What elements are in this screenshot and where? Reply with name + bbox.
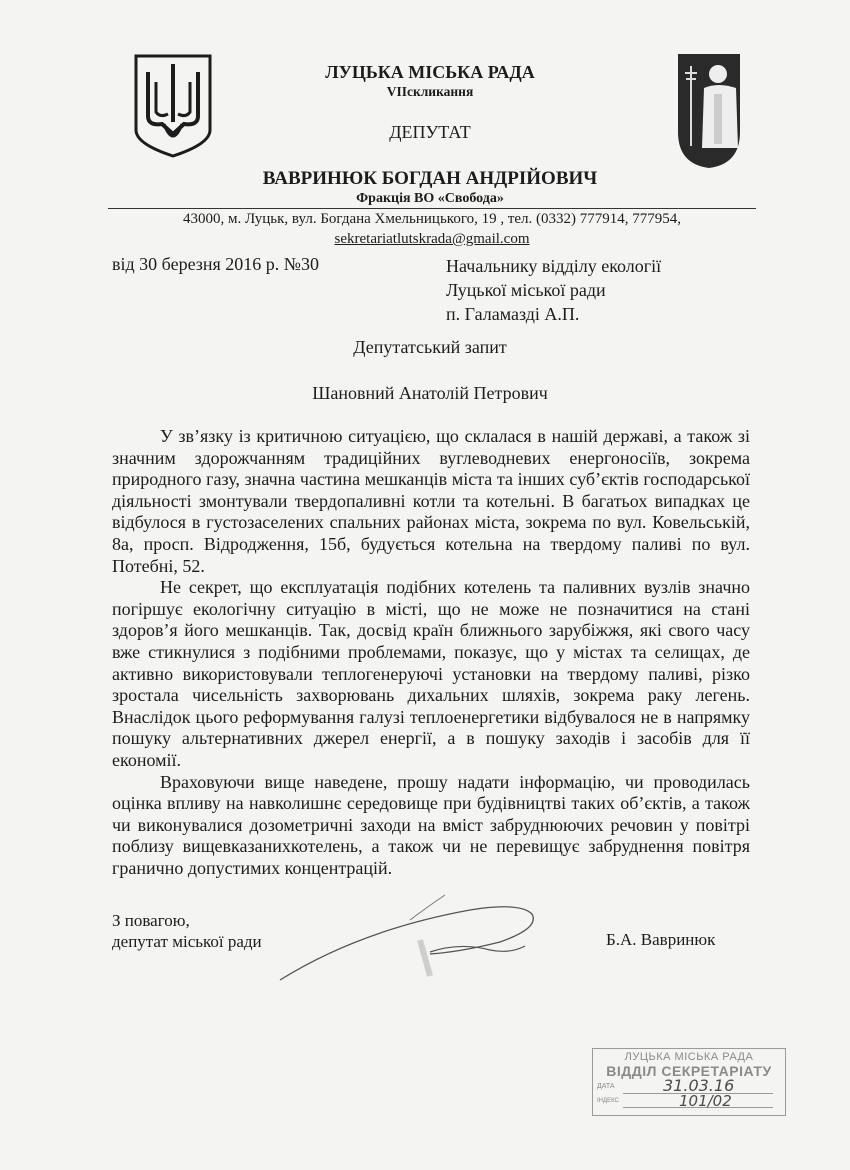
faction: Фракція ВО «Свобода» (356, 191, 504, 206)
email-line (108, 231, 756, 248)
trident-emblem-icon (132, 52, 214, 160)
role-title: ДЕПУТАТ (389, 122, 471, 142)
salutation: Шановний Анатолій Петрович (312, 383, 548, 403)
signature-mark (270, 880, 600, 990)
body-paragraph: У зв’язку із критичною ситуацією, що склалася в нашій державі, а також зі значним здорожчанням традиційних вуглеводневих енергоносіїв, зокрема природного газу, значна частина мешканців міста та інших суб’єктів господарської діяльності змонтували твердопаливні котли та котельні. В багатьох випадках це відбулося в густозаселених спальних районах міста, зокрема по вул. Ковельській, 8а, просп. Відродження, 15б, будується котельна на твердому паливі по вул. Потебні, 52. (112, 426, 750, 576)
stamp-department: ВІДДІЛ СЕКРЕТАРІАТУ (606, 1063, 772, 1079)
stamp-date-value: 31.03.16 (663, 1076, 735, 1095)
closing (112, 910, 262, 952)
lutsk-coat-of-arms-icon (676, 52, 742, 170)
body-paragraph: Не секрет, що експлуатація подібних котелень та паливних вузлів значно погіршує екологічну ситуацію в місті, що не може не позначитися на стані здоров’я його мешканців. Так, досвід країн ближнього зарубіжжя, які свого часу вже стикнулися з подібними проблемами, показує, що у містах та селищах, де активно використовували теплогенеруючі установки на твердому паливі, різко зростала чисельність захворювань дихальних шляхів, зокрема раку легень. Внаслідок цього реформування галузі теплоенергетики відбувалося не в напрямку пошуку альтернативних джерел енергії, а в пошуку заходів і засобів для її економії. (112, 577, 750, 770)
email-link[interactable]: sekretariatlutskrada@gmail.com (334, 231, 530, 247)
address: 43000, м. Луцьк, вул. Богдана Хмельницького, 19 , тел. (0332) 777914, 777954, (182, 211, 682, 227)
date-number: від 30 березня 2016 р. №30 (112, 254, 319, 274)
convocation: VIIскликання (386, 84, 474, 99)
addressee-line: Начальнику відділу екології (446, 256, 662, 276)
stamp-number-value: 101/02 (679, 1092, 732, 1110)
deputy-name: ВАВРИНЮК БОГДАН АНДРІЙОВИЧ (262, 168, 598, 189)
body-paragraph: Враховуючи вище наведене, прошу надати інформацію, чи проводилась оцінка впливу на навколишнє середовище при будівництві таких об’єктів, а також чи виконувалися дозометричні заходи на вміст забруднюючих речовин у повітрі поблизу вищевказанихкотелень, а також чи не перевищує забруднення повітря гранично допустимих концентрацій. (112, 771, 750, 878)
addressee-line: Луцької міської ради (446, 280, 606, 300)
letter-body (112, 426, 750, 879)
council-title: ЛУЦЬКА МІСЬКА РАДА (325, 62, 535, 82)
closing-title: депутат міської ради (112, 932, 262, 951)
header-divider (108, 208, 756, 209)
registration-stamp (592, 1048, 786, 1116)
signer-name: Б.А. Вавринюк (606, 930, 716, 949)
stamp-date-label: ДАТА (597, 1083, 615, 1090)
addressee (446, 254, 661, 326)
subject: Депутатський запит (353, 337, 507, 357)
stamp-council: ЛУЦЬКА МІСЬКА РАДА (624, 1051, 754, 1063)
stamp-number-label: ІНДЕКС (597, 1098, 619, 1104)
addressee-line: п. Галамазді А.П. (446, 304, 580, 324)
closing-line: З повагою, (112, 911, 190, 930)
